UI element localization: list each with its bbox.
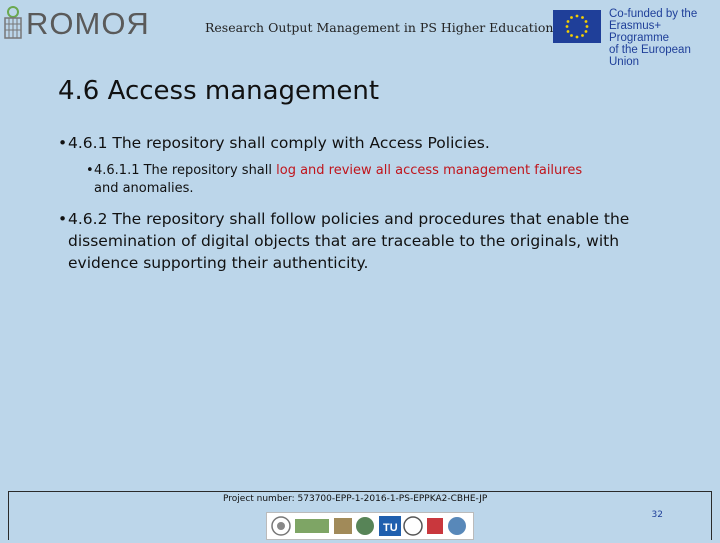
partner-logos-icon <box>267 513 473 539</box>
slide-content <box>58 132 678 282</box>
bullet-text-suffix: and anomalies. <box>94 181 194 196</box>
logo-icon <box>2 4 26 40</box>
bullet-marker: • <box>86 163 94 178</box>
bullet-text-prefix: 4.6.1.1 The repository shall <box>94 163 277 178</box>
page-number: 32 <box>651 510 663 520</box>
bullet-text: 4.6.1 The repository shall comply with Access Policies. <box>68 134 490 152</box>
logo-wordmark: ROMOЯ <box>26 6 150 41</box>
bullet-4-6-1 <box>58 132 678 154</box>
eu-flag-icon <box>553 10 601 43</box>
eu-cofunded-text <box>609 8 720 68</box>
bullet-marker: • <box>58 210 68 228</box>
eu-line-2: Erasmus+ Programme <box>609 20 670 44</box>
romor-logo <box>2 4 150 41</box>
project-number: Project number: 573700-EPP-1-2016-1-PS-EPPKA2-CBHE-JP <box>223 494 488 504</box>
tu-logo-text: TU <box>383 522 398 534</box>
header-title: Research Output Management in PS Higher Education <box>205 20 554 35</box>
bullet-4-6-1-1 <box>58 162 678 198</box>
slide-footer <box>8 491 712 540</box>
eu-line-3: of the European Union <box>609 44 691 68</box>
partner-logos <box>266 512 474 540</box>
bullet-4-6-2 <box>58 208 678 274</box>
bullet-text: 4.6.2 The repository shall follow policies and procedures that enable the dissemination of digital objects that are traceable to the originals, with evidence supporting their authenticity. <box>68 210 630 272</box>
bullet-text-highlight: log and review all access management failures <box>276 163 583 178</box>
slide-title: 4.6 Access management <box>58 76 380 106</box>
slide-header <box>0 0 720 68</box>
eu-line-1: Co-funded by the <box>609 8 698 20</box>
bullet-marker: • <box>58 134 68 152</box>
